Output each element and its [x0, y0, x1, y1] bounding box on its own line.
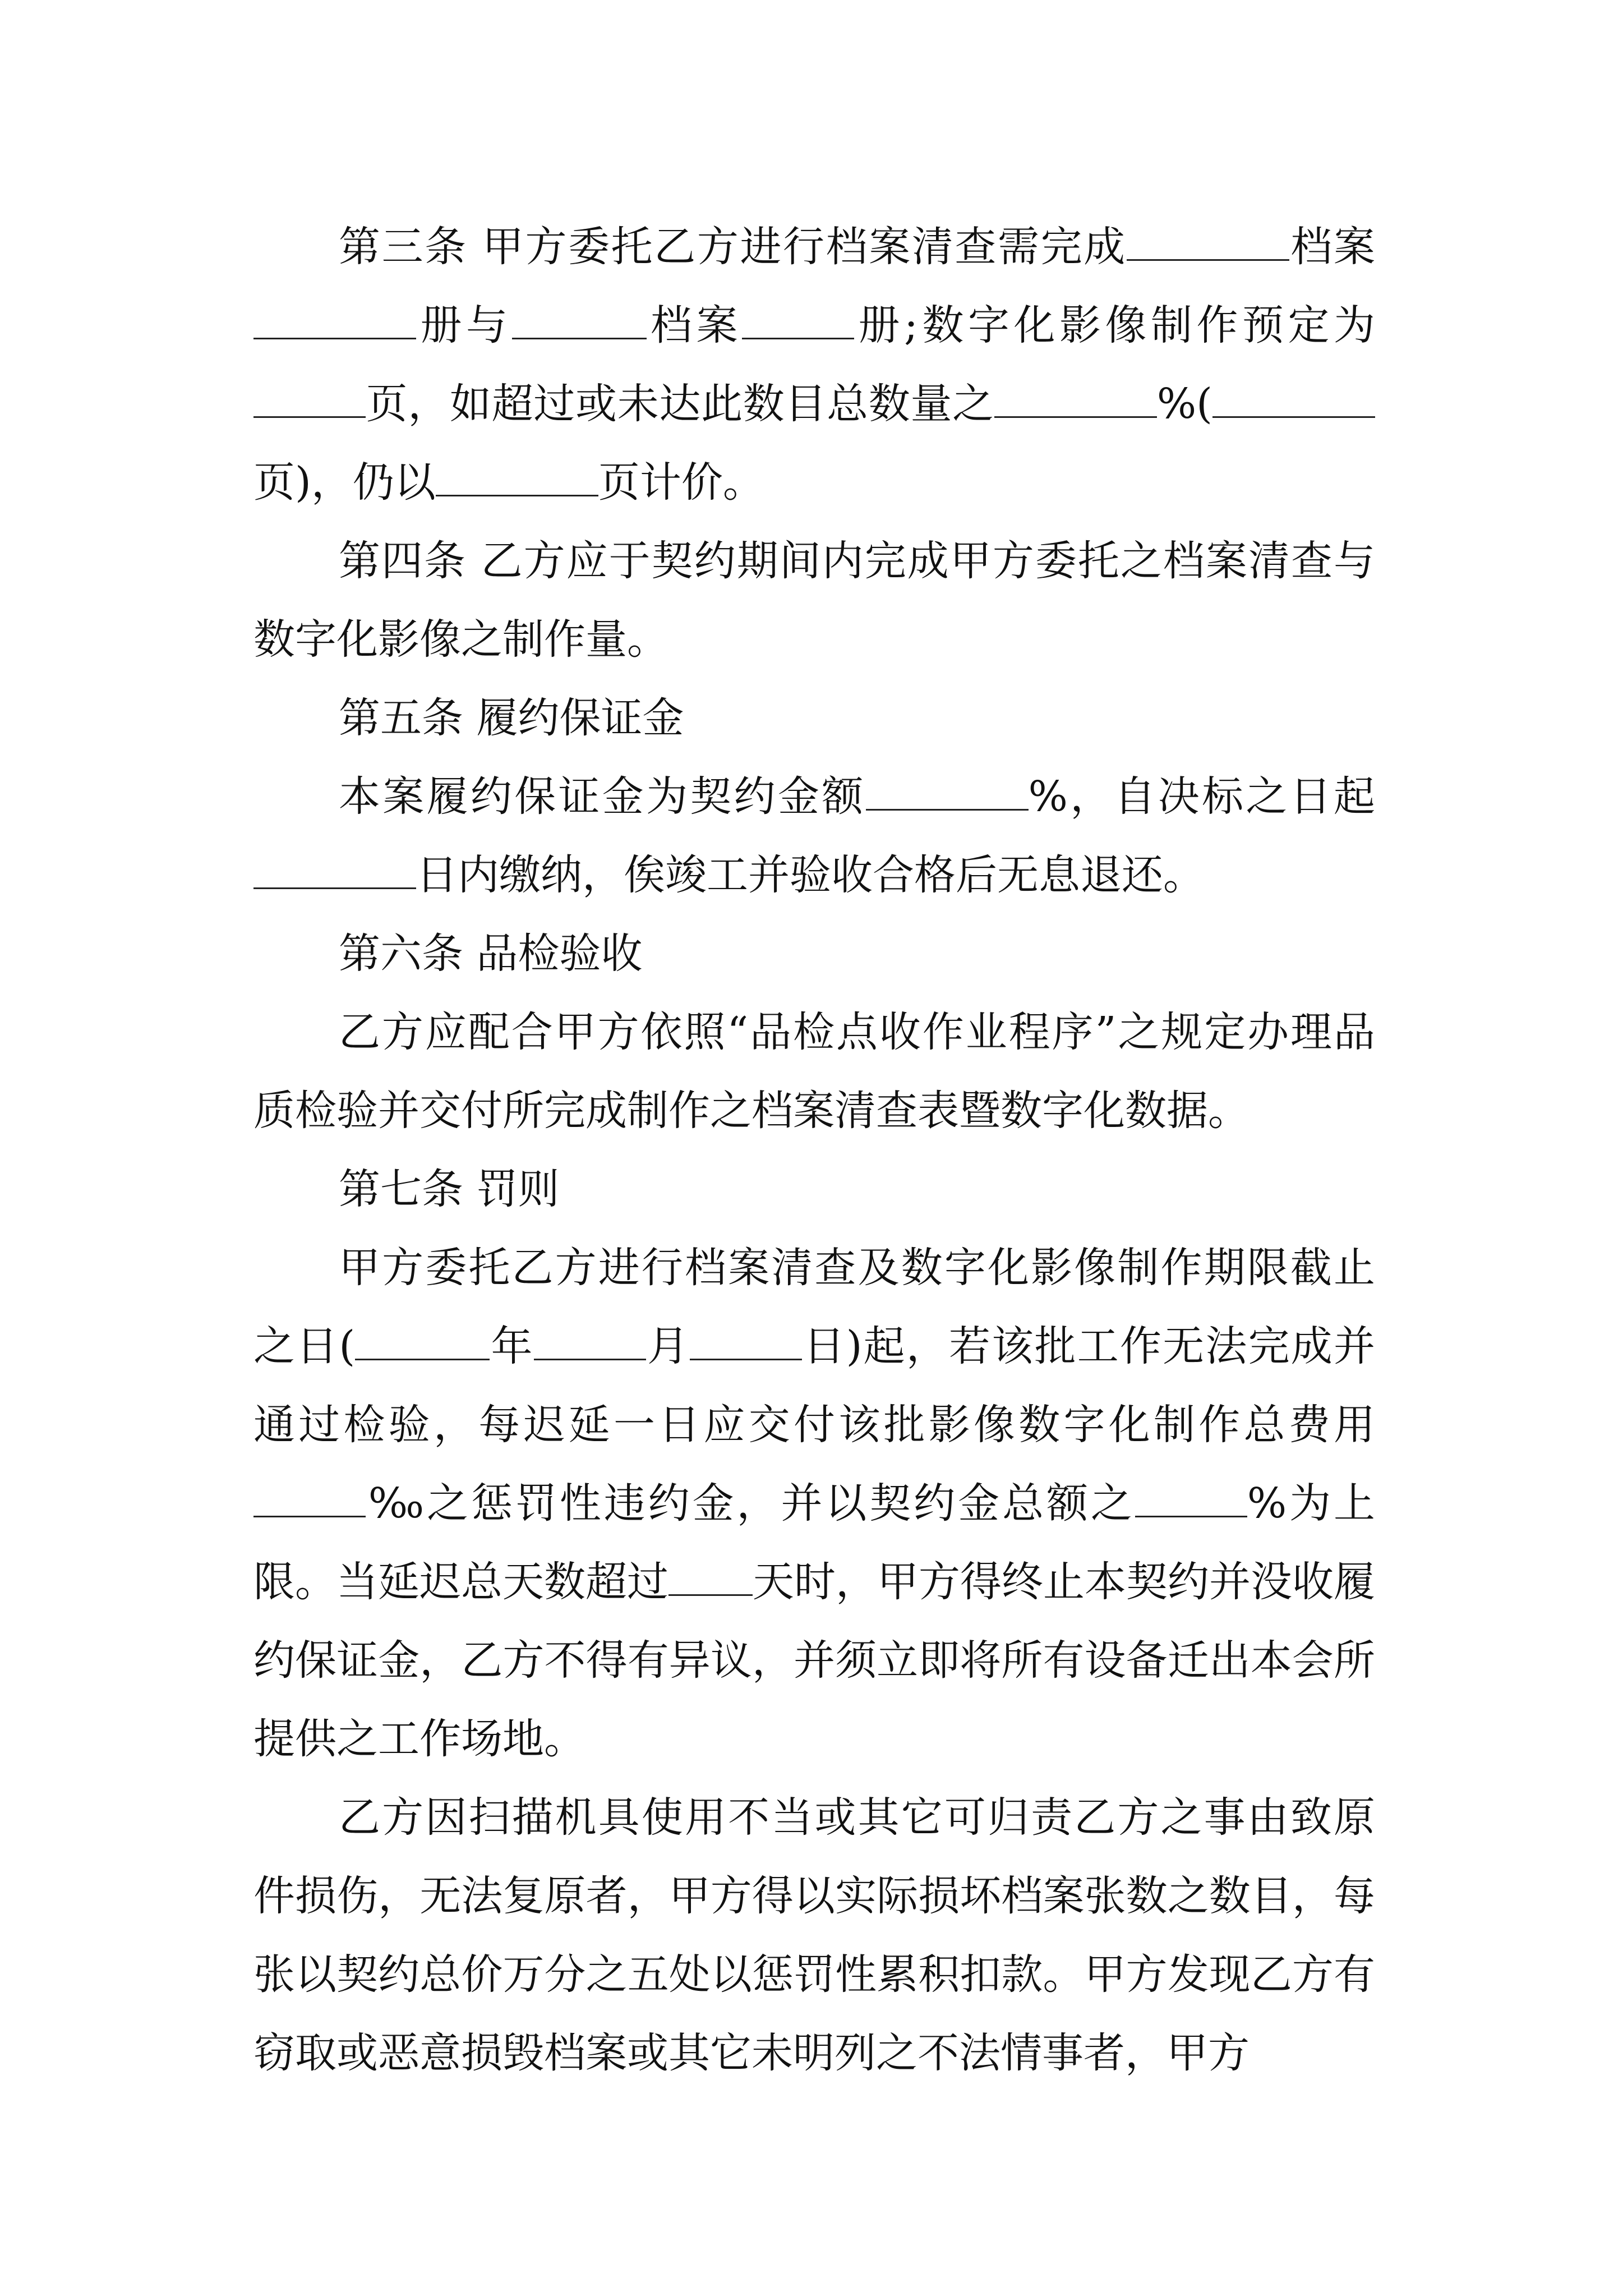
document-body: [253, 208, 1375, 2092]
article-7-text: %为上限。当延迟总天数超过: [253, 1479, 1375, 1606]
article-5-text: 日内缴纳，俟竣工并验收合格后无息退还。: [416, 851, 1205, 899]
article-3-text: %(: [1156, 380, 1212, 428]
article-3-text: 册与: [416, 301, 512, 349]
article-3-text: 册;数字化影像制作预定为: [854, 301, 1376, 349]
article-7-paragraph: [253, 1228, 1375, 1778]
article-7-heading: 第七条 罚则: [339, 1165, 560, 1213]
blank-field: [866, 770, 1029, 811]
blank-field: [1212, 377, 1375, 418]
article-3-paragraph: [253, 208, 1375, 522]
blank-field: [436, 455, 598, 496]
blank-field: [742, 298, 854, 339]
blank-field: [512, 298, 647, 339]
article-7-text: 甲方委托乙方进行档案清查及数字化影像制作期限截止之日(: [253, 1244, 1375, 1370]
blank-field: [1135, 1476, 1247, 1517]
article-5-heading: 第五条 履约保证金: [339, 694, 684, 742]
article-3-text: 第三条 甲方委托乙方进行档案清查需完成: [339, 223, 1127, 271]
blank-field: [253, 1476, 366, 1517]
blank-field: [1127, 220, 1289, 261]
article-5-paragraph: [253, 757, 1375, 914]
blank-field: [253, 377, 366, 418]
article-7-text: 日)起，若该批工作无法完成并通过检验，每迟延一日应交付该批影像数字化制作总费用: [253, 1322, 1376, 1449]
article-3-text: 页计价。: [598, 458, 764, 507]
blank-field: [253, 298, 416, 339]
article-3-text: 页)，仍以: [253, 458, 436, 507]
article-7-text: ‰之惩罚性违约金，并以契约金总额之: [366, 1479, 1135, 1527]
blank-field: [690, 1319, 802, 1360]
blank-field: [994, 377, 1157, 418]
article-7-text: 年: [490, 1322, 534, 1370]
article-5-text: 本案履约保证金为契约金额: [339, 772, 866, 821]
blank-field: [668, 1555, 753, 1596]
blank-field: [253, 848, 416, 889]
article-3-text: 档案: [1289, 223, 1375, 271]
article-7-text: 月: [645, 1322, 690, 1370]
article-3-text: 页，如超过或未达此数目总数量之: [366, 380, 994, 428]
article-7-text: 天时，甲方得终止本契约并没收履约保证金，乙方不得有异议，并须立即将所有设备迁出本会所提供之工作场地。: [253, 1558, 1375, 1763]
article-5-text: %，自决标之日起: [1028, 772, 1375, 821]
blank-field: [355, 1319, 490, 1360]
article-6-paragraph: 乙方应配合甲方依照“品检点收作业程序”之规定办理品质检验并交付所完成制作之档案清查表暨数字化数据。: [253, 1008, 1375, 1135]
article-4-paragraph: 第四条 乙方应于契约期间内完成甲方委托之档案清查与数字化影像之制作量。: [253, 537, 1375, 664]
blank-field: [534, 1319, 646, 1360]
article-7-paragraph-2: 乙方因扫描机具使用不当或其它可归责乙方之事由致原件损伤，无法复原者，甲方得以实际损坏档案张数之数目，每张以契约总价万分之五处以惩罚性累积扣款。甲方发现乙方有窃取或恶意损毁档案或其它未明列之不法情事者，甲方: [253, 1793, 1375, 2077]
article-6-heading: 第六条 品检验收: [339, 930, 643, 978]
article-3-text: 档案: [646, 301, 743, 349]
